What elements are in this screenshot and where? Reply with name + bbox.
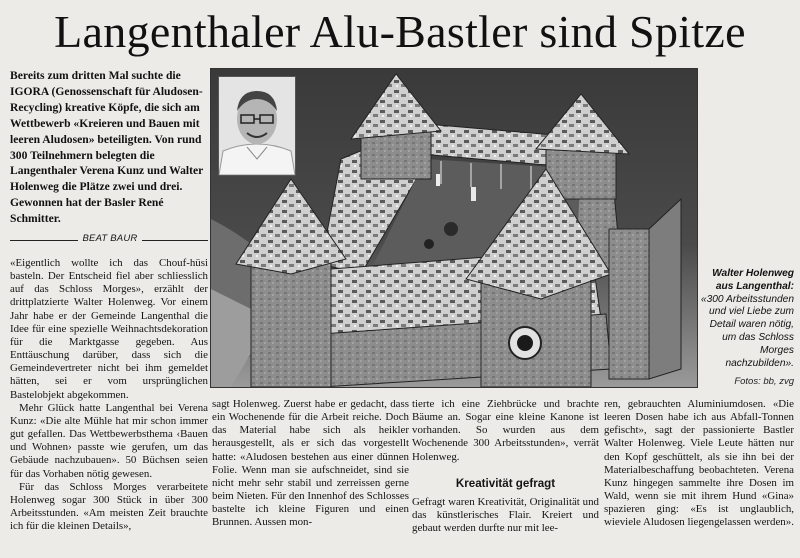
col1-paragraph-2: Mehr Glück hatte Langenthal bei Verena Kunz: «Die alte Mühle hat mir schon immer gut gefallen. Das Wettbewerbsthema ‹Bauen und Wohnen› passte wie gerufen, um das Gebäude nachzubauen». 50 Büchsen seien für das Vorhaben nötig gewesen. xyxy=(10,401,208,480)
portrait-photo xyxy=(218,76,296,176)
col3-paragraph-2: Gefragt waren Kreativität, Originalität und das künstlerisches Flair. Kreiert und gebaut werden durfte nur mit lee- xyxy=(412,495,599,535)
headline: Langenthaler Alu-Bastler sind Spitze xyxy=(54,6,746,57)
byline-row xyxy=(10,232,208,248)
lead-paragraph: Bereits zum dritten Mal suchte die IGORA (Genossenschaft für Aludosen-Recycling) kreative Köpfe, die sich am Wettbewerb «Kreieren und Bauen mit leeren Aludosen» beteiligten. Von rund 300 Teilnehmern belegten die Langenthaler Verena Kunz und Walter Holenweg die Plätze zwei und drei. Gewonnen hat der Basler René Schmitter. xyxy=(10,69,204,226)
col3-paragraph-1: tierte ich eine Ziehbrücke und brachte Bäume an. Sogar eine kleine Kanone ist vorhanden. So wurden aus dem Wochenende 300 Arbeitsstunden», verrät Holenweg. xyxy=(412,398,599,463)
text-column-2 xyxy=(212,398,409,530)
photo-credit: Fotos: bb, zvg xyxy=(734,376,794,387)
byline-rule-left xyxy=(10,240,78,241)
text-column-1 xyxy=(10,257,208,533)
caption-name-line-1: Walter Holenweg xyxy=(712,268,794,279)
caption-quote: «300 Arbeitsstunden und viel Liebe zum Detail waren nötig, um das Schloss Morges nachzubilden». xyxy=(700,293,794,369)
col4-paragraph: ren, gebrauchten Aluminiumdosen. «Die leeren Dosen habe ich aus Abfall-Tonnen gefischt», sagt der passionierte Bastler Walter Holenweg. Viele Leute hätten nur den Kopf geschüttelt, als sie ihn bei der Materialbeschaffung beobachteten. Verena Kunz hingegen sammelte ihre Dosen im Wald, wenn sie mit ihrem Hund «Gina» spazieren ging: «Es ist unglaublich, wieviele Aludosen liegengelassen werden». xyxy=(604,398,794,529)
portrait-illustration xyxy=(219,77,295,175)
photo-caption xyxy=(698,268,794,370)
col1-paragraph-3: Für das Schloss Morges verarbeitete Holenweg sogar 300 Stück in über 300 Arbeitsstunden. «Am meisten Zeit brauchte ich für die kleinen Details», xyxy=(10,480,208,533)
byline-rule-right xyxy=(142,240,208,241)
text-column-3 xyxy=(412,398,599,535)
text-column-4 xyxy=(604,398,794,530)
col1-paragraph-1: «Eigentlich wollte ich das Chouf-hüsi basteln. Der Entscheid fiel aber schliesslich auf das Schloss Morges», erzählt der drittplatzierte Walter Holenweg. Vor einem Jahr habe er der Gemeinde Langenthal die Idee für eine spezielle Weihnachtsdekoration für die Marktgasse gegeben. Aus Enttäuschung darüber, dass sich die Gemeindevertreter nicht bei ihm gemeldet hätten, sei er vom ursprünglichen Bastelobjekt abgekommen. xyxy=(10,257,208,401)
subheading: Kreativität gefragt xyxy=(455,476,556,490)
caption-name-line-2: aus Langenthal: xyxy=(715,280,794,292)
col2-paragraph: sagt Holenweg. Zuerst habe er gedacht, dass ein Wochenende für die Arbeit reiche. Doch das Material habe sich als heikler herausgestellt, als er sich das vorgestellt hatte: «Aludosen bestehen aus einer dünnen Folie. Wenn man sie aufschneidet, sind sie nicht mehr sehr stabil und zerreissen gerne beim Nieten. Für den Innenhof des Schlosses bastelte ich kleine Figuren und einen Brunnen. Aussen mon- xyxy=(212,398,409,529)
byline: BEAT BAUR xyxy=(82,233,138,244)
